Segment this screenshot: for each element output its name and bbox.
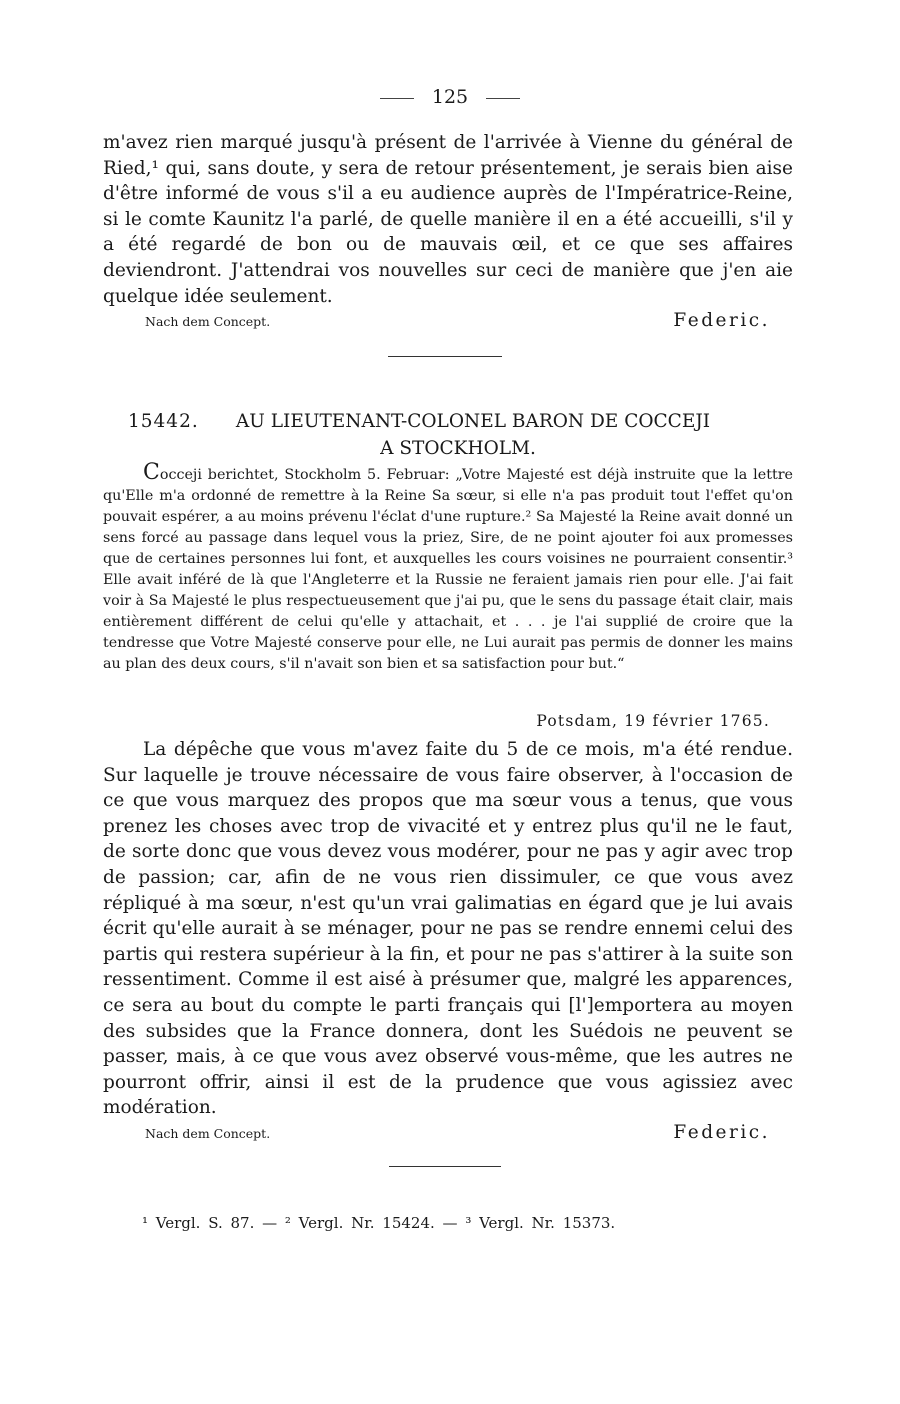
entry-heading [128,408,788,462]
dateline: Potsdam, 19 février 1765. [536,712,770,730]
report-summary [103,462,793,675]
page-number: 125 [431,86,469,108]
header-dash-left [380,98,414,99]
entry-title-line1: AU LIEUTENANT-COLONEL BARON DE COCCEJI [235,411,711,432]
footnotes: ¹ Vergl. S. 87. — ² Vergl. Nr. 15424. — ³ Vergl. Nr. 15373. [142,1214,616,1232]
footnote-divider [389,1166,501,1167]
summary-initial: C [143,460,160,485]
signature: Federic. [673,1122,770,1143]
entry-number: 15442. [128,411,199,432]
header-dash-right [486,98,520,99]
source-note: Nach dem Concept. [145,314,271,329]
letter-text: La dépêche que vous m'avez faite du 5 de ce mois, m'a été rendue. Sur laquelle je trouve nécessaire de vous faire observer, à l'occasion de ce que vous marquez des propos que ma sœur vous a tenus, que vous prenez les choses avec trop de vivacité et y entrez plus qu'il ne le faut, de sorte donc que vous devez vous modérer, pour ne pas y agir avec trop de passion; car, afin de ne vous rien dissimuler, ce que vous avez répliqué à ma sœur, n'est qu'un vrai galimatias en égard que je lui avais écrit qu'elle aurait à se ménager, pour ne pas se rendre ennemi celui des partis qui restera supérieur à la fin, et pour ne pas s'attirer à la suite son ressentiment. Comme il est aisé à présumer que, malgré les apparences, ce sera au bout du compte le parti français qui [l']emportera au moyen des subsides que la France donnera, dont les Suédois ne peuvent se passer, mais, à ce que vous avez observé vous-même, que les autres ne pourront offrir, ainsi il est de la prudence que vous agissiez avec modération. [103,739,793,1119]
letter-body [103,737,793,1121]
page-header [0,86,900,108]
continuation-text: m'avez rien marqué jusqu'à présent de l'arrivée à Vienne du général de Ried,¹ qui, sans doute, y sera de retour présentement, je serais bien aise d'être informé de vous s'il a eu audience auprès de l'Impératrice-Reine, si le comte Kaunitz l'a parlé, de quelle manière il en a été accueilli, s'il y a été regardé de bon ou de mauvais œil, et ce que ses affaires deviendront. J'attendrai vos nouvelles sur ceci de manière que j'en aie quelque idée seulement. [103,132,793,307]
entry-title-line2: A STOCKHOLM. [380,438,536,459]
signature: Federic. [673,310,770,331]
summary-text: occeji berichtet, Stockholm 5. Februar: „Votre Majesté est déjà instruite que la lettre qu'Elle m'a ordonné de remettre à la Reine Sa sœur, si elle n'a pas produit tout l'effet qu'on pouvait espérer, a au moins prévenu l'éclat d'une rupture.² Sa Majesté la Reine avait donné un sens forcé au passage dans lequel vous la priez, Sire, de ne point ajouter foi aux promesses que de certaines personnes lui font, et auxquelles les cours voisines ne pourraient consentir.³ Elle avait inféré de là que l'Angleterre et la Russie ne feraient jamais rien pour elle. J'ai fait voir à Sa Majesté le plus respectueusement que j'ai pu, que le sens du passage était clair, mais entièrement différent de celui qu'elle y attachait, et . . . je l'ai supplié de croire que la tendresse que Votre Majesté conserve pour elle, ne Lui aurait pas permis de donner les mains au plan des deux cours, s'il n'avait son bien et sa satisfaction pour but.“ [103,467,793,672]
continuation-paragraph [103,130,793,309]
source-note: Nach dem Concept. [145,1126,271,1141]
section-divider [388,356,502,357]
